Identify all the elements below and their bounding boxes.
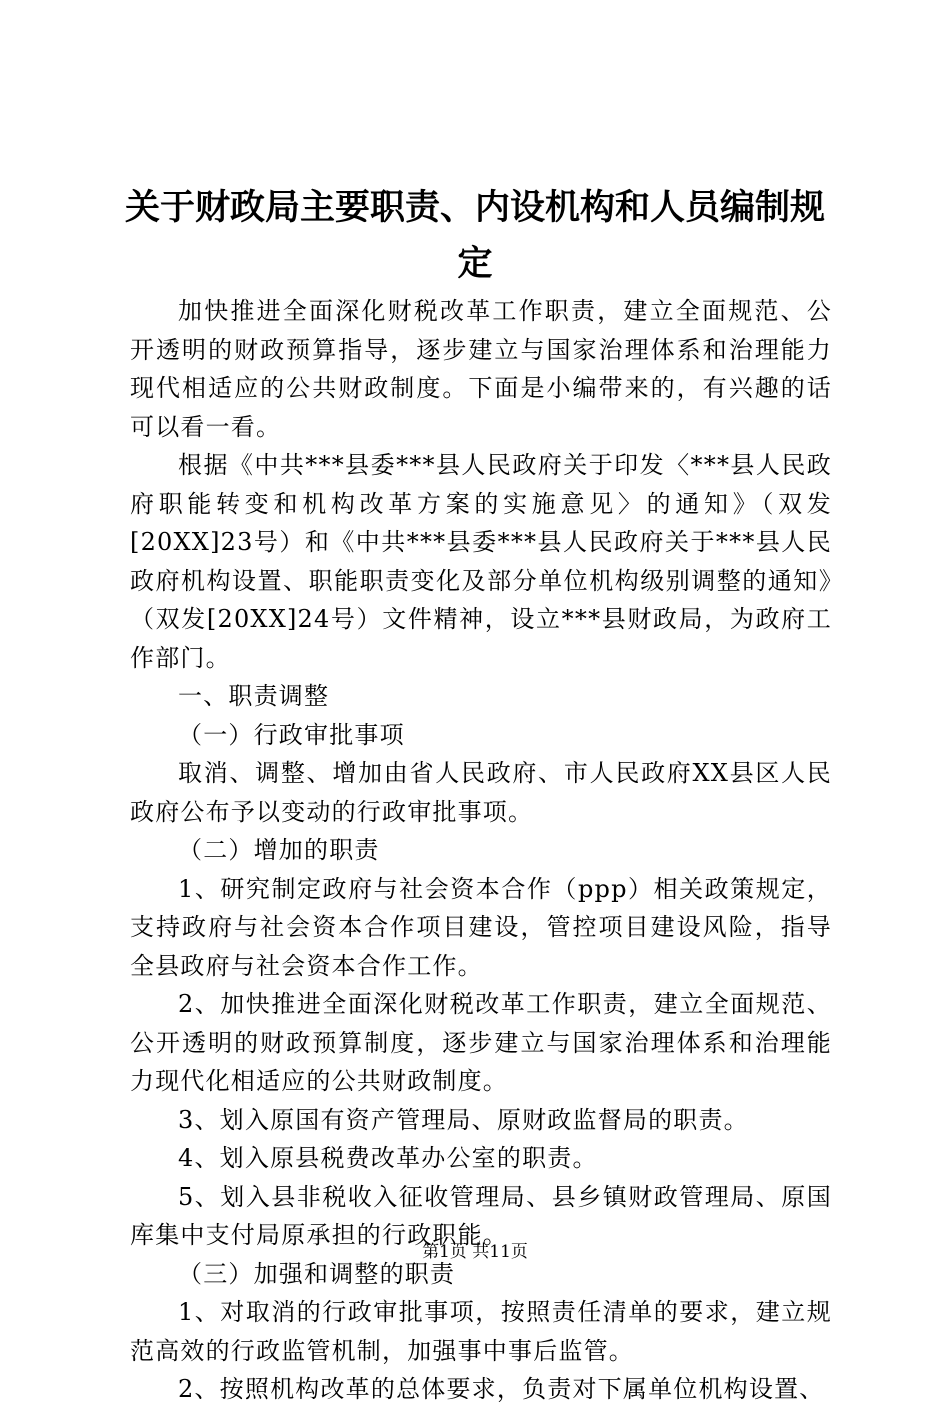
paragraph: 取消、调整、增加由省人民政府、市人民政府XX县区人民政府公布予以变动的行政审批事项。: [130, 759, 832, 826]
page-footer: 第1页 共11页: [422, 1242, 528, 1262]
section-heading: 一、职责调整: [178, 682, 330, 710]
list-item: 2、加快推进全面深化财税改革工作职责，建立全面规范、公开透明的财政预算制度，逐步建立与国家治理体系和治理能力现代化相适应的公共财政制度。: [130, 990, 832, 1095]
subsection-heading: （二）增加的职责: [178, 836, 380, 864]
document-title: 关于财政局主要职责、内设机构和人员编制规定: [124, 187, 825, 284]
list-item: 1、研究制定政府与社会资本合作（ppp）相关政策规定，支持政府与社会资本合作项目建设，管控项目建设风险，指导全县政府与社会资本合作工作。: [130, 874, 832, 980]
list-item: 2、按照机构改革的总体要求，负责对下属单位机构设置、: [178, 1375, 825, 1403]
list-item: 3、划入原国有资产管理局、原财政监督局的职责。: [178, 1105, 749, 1134]
list-item: 1、对取消的行政审批事项，按照责任清单的要求，建立规范高效的行政监管机制，加强事中事后监管。: [130, 1298, 832, 1365]
list-item: 5、划入县非税收入征收管理局、县乡镇财政管理局、原国库集中支付局原承担的行政职能。: [130, 1182, 832, 1249]
paragraph-basis: 根据《中共***县委***县人民政府关于印发〈***县人民政府职能转变和机构改革方案的实施意见〉的通知》（双发[20XX]23号）和《中共***县委***县人民政府关于***县人民政府机构设置、职能职责变化及部分单位机构级别调整的通知》（双发[20XX]24号）文件精神，设立***县财政局，为政府工作部门。: [130, 451, 832, 672]
list-item: 4、划入原县税费改革办公室的职责。: [178, 1144, 598, 1172]
paragraph-intro: 加快推进全面深化财税改革工作职责，建立全面规范、公开透明的财政预算指导，逐步建立与国家治理体系和治理能力现代相适应的公共财政制度。下面是小编带来的，有兴趣的话可以看一看。: [130, 297, 832, 441]
subsection-heading: （三）加强和调整的职责: [178, 1259, 456, 1288]
subsection-heading: （一）行政审批事项: [178, 720, 405, 749]
